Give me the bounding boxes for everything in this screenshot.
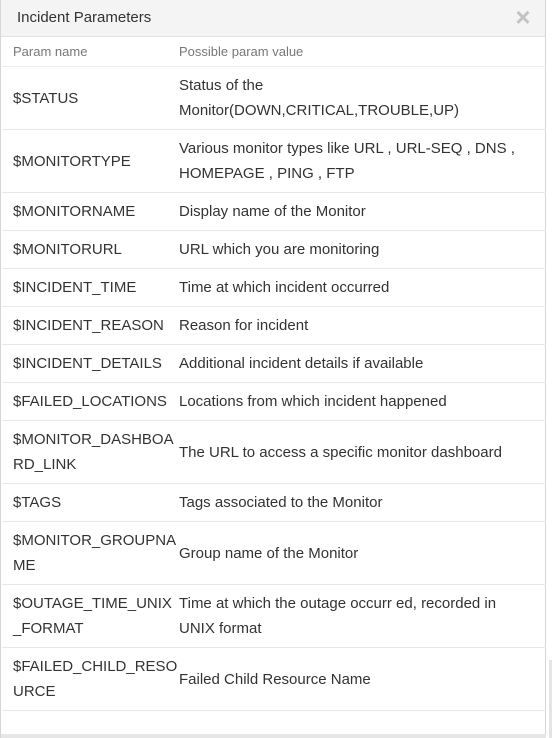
table-row	[2, 585, 546, 648]
params-table	[2, 37, 546, 711]
param-value: Time at which incident occurred	[179, 279, 390, 296]
table-row	[2, 421, 546, 484]
param-name: $MONITORTYPE	[13, 152, 131, 170]
param-name: $MONITOR_DASHBOARD_LINK	[13, 431, 174, 473]
param-name: $TAGS	[13, 494, 62, 511]
table-header-row	[2, 37, 546, 67]
param-value: Group name of the Monitor	[179, 544, 359, 562]
table-row	[2, 269, 546, 307]
param-value: Status of the Monitor(DOWN,CRITICAL,TROUBLE,UP)	[179, 77, 460, 119]
dialog-header	[1, 0, 545, 37]
table-row	[2, 383, 546, 421]
column-header-param-name: Param name	[13, 44, 88, 59]
param-value: Tags associated to the Monitor	[179, 494, 383, 511]
table-row	[2, 67, 546, 130]
param-name: $MONITORURL	[13, 241, 122, 258]
scrollbar-track[interactable]	[546, 0, 552, 738]
param-name: $INCIDENT_TIME	[13, 279, 137, 296]
close-icon[interactable]: ×	[515, 2, 531, 32]
param-name: $FAILED_CHILD_RESOURCE	[13, 658, 178, 700]
param-name: $INCIDENT_DETAILS	[13, 355, 162, 372]
param-name: $MONITOR_GROUPNAME	[13, 532, 177, 574]
param-name: $OUTAGE_TIME_UNIX_FORMAT	[13, 595, 172, 637]
param-name: $MONITORNAME	[13, 203, 136, 220]
param-value: Various monitor types like URL , URL-SEQ , DNS , HOMEPAGE , PING , FTP	[179, 140, 515, 182]
param-name: $STATUS	[13, 89, 79, 107]
param-value: Reason for incident	[179, 317, 309, 334]
param-name: $FAILED_LOCATIONS	[13, 393, 167, 410]
param-value: Additional incident details if available	[179, 355, 424, 372]
param-name: $INCIDENT_REASON	[13, 317, 164, 334]
table-row	[2, 522, 546, 585]
table-row	[2, 193, 546, 231]
dialog-bottom-edge	[1, 734, 547, 738]
table-row	[2, 231, 546, 269]
param-value: URL which you are monitoring	[179, 241, 380, 258]
param-value: The URL to access a specific monitor dashboard	[179, 443, 502, 461]
table-row	[2, 307, 546, 345]
param-value: Locations from which incident happened	[179, 393, 447, 410]
table-row	[2, 130, 546, 193]
table-row	[2, 345, 546, 383]
param-value: Failed Child Resource Name	[179, 670, 371, 688]
column-header-param-value: Possible param value	[179, 44, 304, 59]
table-row	[2, 484, 546, 522]
param-value: Display name of the Monitor	[179, 203, 366, 220]
param-value: Time at which the outage occurr ed, recorded in UNIX format	[179, 595, 497, 637]
dialog-title: Incident Parameters	[17, 9, 152, 26]
table-row	[2, 648, 546, 711]
